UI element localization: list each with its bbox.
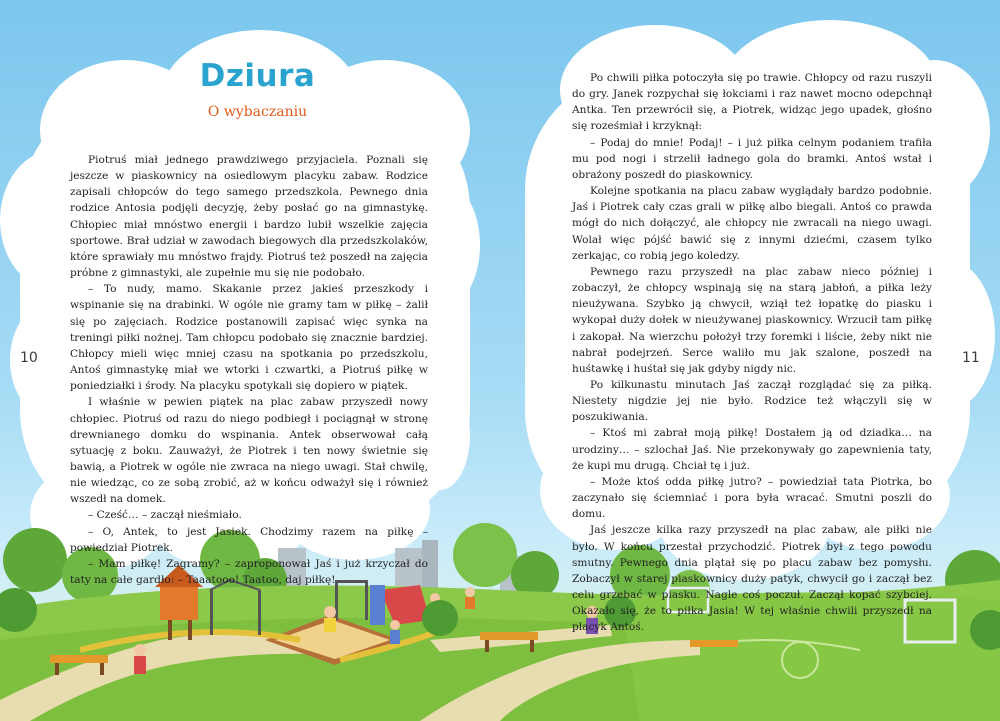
- page-number-right: 11: [962, 350, 980, 366]
- paragraph: Pewnego razu przyszedł na plac zabaw nieco później i zobaczył, że chłopcy wspinają się na starą jabłoń, a piłka leży nieużywana. Szybko ją chwycił, wziął też łopatkę do piasku i wykopał duży dołek w nieużywanej piaskownicy. Wrzucił tam piłkę i zakopał. Na wierzchu położył trzy foremki i liście, żeby nikt nie nabrał podejrzeń. Serce waliło mu jak szalone, poszedł na huśtawkę i huśtał się jak gdyby nigdy nic.: [572, 265, 932, 375]
- paragraph: Kolejne spotkania na placu zabaw wyglądały bardzo podobnie. Jaś i Piotrek cały czas grali w piłkę albo biegali. Antoś co prawda mógł do nich dołączyć, ale chłopcy nie zwracali na niego uwagi. Wolał więc pójść bawić się z innymi dziećmi, czasem tylko zerkając, co robią jego koledzy.: [572, 185, 932, 262]
- paragraph: – O, Antek, to jest Jasiek. Chodzimy razem na piłkę – powiedział Piotrek.: [70, 525, 428, 554]
- paragraph: Po chwili piłka potoczyła się po trawie. Chłopcy od razu ruszyli do gry. Janek rozpychał się łokciami i raz nawet mocno odepchnął Antka. Ten przewrócił się, a Piotrek, widząc jego upadek, głośno się roześmiał i krzyknął:: [572, 72, 932, 133]
- paragraph: – To nudy, mamo. Skakanie przez jakieś przeszkody i wspinanie się na drabinki. W ogóle nie gramy tam w piłkę – żalił się po zajęciach. Rodzice postanowili zapisać więc synka na treningi piłki nożnej. Tam chłopcu podobało się znacznie bardziej. Chłopcy mieli więc mniej czasu na spotkania po przedszkolu, Antoś gimnastykę miał we wtorki i czwartki, a Piotruś piłkę w poniedziałki i środy. Na placyku spotykali się dopiero w piątek.: [70, 283, 428, 393]
- page-number-left: 10: [20, 350, 38, 366]
- paragraph: – Może ktoś odda piłkę jutro? – powiedział tata Piotrka, bo zaczynało się ściemniać i pora była wracać. Smutni poszli do domu.: [572, 475, 932, 521]
- story-subtitle: O wybaczaniu: [207, 104, 308, 120]
- right-page-text: [572, 70, 932, 635]
- paragraph: Po kilkunastu minutach Jaś zaczął rozglądać się za piłką. Niestety nigdzie jej nie było. Rodzice też włączyli się w poszukiwania.: [572, 378, 932, 424]
- paragraph: Jaś jeszcze kilka razy przyszedł na plac zabaw, ale piłki nie było. W końcu przestał przychodzić. Piotrek był z tego powodu smutny. Pewnego dnia plątał się po placu zabaw bez pomysłu. Zobaczył w starej piaskownicy duży patyk, chwycił go i zaczął bez celu grzebać w piasku. Nagle coś poczuł. Zaczął kopać szybciej. Okazało się, że to piłka Jasia! W tej właśnie chwili przyszedł na placyk Antoś.: [572, 524, 932, 634]
- paragraph: – Podaj do mnie! Podaj! – i już piłka celnym podaniem trafiła mu pod nogi i strzelił ładnego gola do bramki. Antoś wstał i obrażony poszedł do piaskownicy.: [572, 136, 932, 181]
- left-page-text: [70, 152, 428, 588]
- paragraph: I właśnie w pewien piątek na plac zabaw przyszedł nowy chłopiec. Piotruś od razu do niego podbiegł i pociągnął w stronę drewnianego domku do wspinania. Antek obserwował całą sytuację z boku. Zauważył, że Piotrek i ten nowy świetnie się bawią, a Piotrek w ogóle nie zwraca na niego uwagi. Stał chwilę, nie wiedząc, co ze sobą zrobić, aż w końcu odważył się i również wszedł na domek.: [70, 396, 428, 506]
- paragraph: – Cześć… – zaczął nieśmiało.: [88, 509, 242, 522]
- paragraph: – Ktoś mi zabrał moją piłkę! Dostałem ją od dziadka… na urodziny… – szlochał Jaś. Nie przekonywały go zapewnienia taty, że kupi mu drugą. Chciał tę i już.: [572, 427, 932, 472]
- story-title: Dziura: [199, 58, 316, 94]
- paragraph: – Mam piłkę! Zagramy? – zaproponował Jaś i już krzyczał do taty na całe gardło: – Taaatooo! Taatoo, daj piłkę!: [70, 557, 428, 587]
- paragraph: Piotruś miał jednego prawdziwego przyjaciela. Poznali się jeszcze w piaskownicy na osiedlowym placyku zabaw. Rodzice zapisali chłopców do tego samego przedszkola. Pewnego dnia rodzice Antosia podjęli decyzję, żeby posłać go na gimnastykę. Chłopiec miał mnóstwo energii i bardzo lubił wszelkie zajęcia sportowe. Brał udział w zawodach biegowych dla przedszkolaków, które sprawiały mu mnóstwo frajdy. Piotruś też poszedł na zajęcia próbne z gimnastyki, ale zupełnie mu się nie podobało.: [70, 154, 428, 280]
